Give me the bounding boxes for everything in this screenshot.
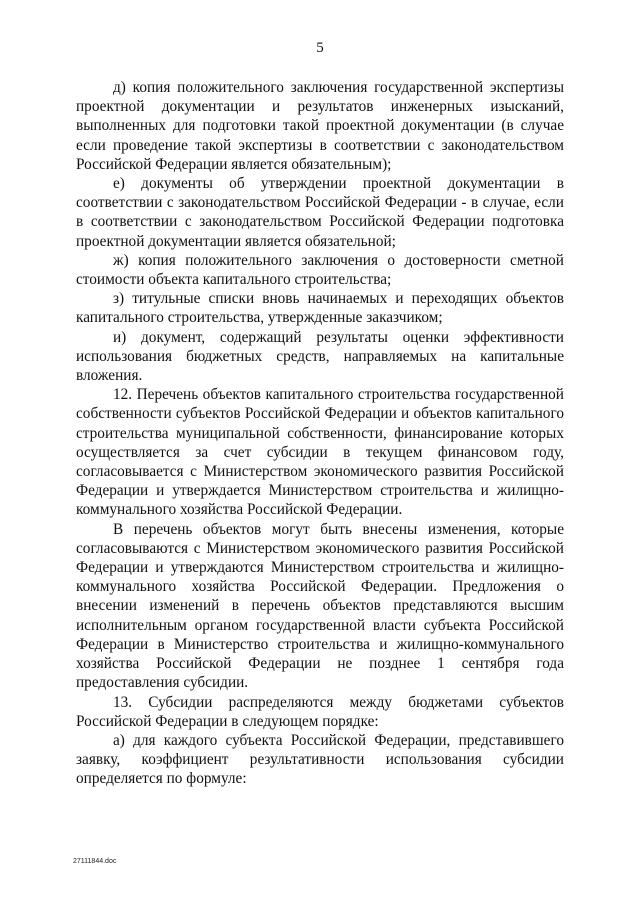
paragraph-item-zh: ж) копия положительного заключения о достоверности сметной стоимости объекта капитального строительства; — [76, 251, 564, 289]
paragraph-amendments: В перечень объектов могут быть внесены изменения, которые согласовываются с Министерством экономического развития Российской Федерации и утверждаются Министерством строительства и жилищно-коммунального хозяйства Российской Федерации. Предложения о внесении изменений в перечень объектов представляются высшим исполнительным органом государственной власти субъекта Российской Федерации в Министерство строительства и жилищно-коммунального хозяйства Российской Федерации не позднее 1 сентября года предоставления субсидии. — [76, 520, 564, 692]
paragraph-item-i: и) документ, содержащий результаты оценки эффективности использования бюджетных средств, направляемых на капитальные вложения. — [76, 328, 564, 385]
paragraph-item-e: е) документы об утверждении проектной документации в соответствии с законодательством Российской Федерации - в случае, если в соответствии с законодательством Российской Федерации подготовка проектной документации является обязательной; — [76, 175, 564, 250]
page-number: 5 — [316, 40, 324, 56]
document-body — [76, 78, 564, 789]
paragraph-item-d: д) копия положительного заключения государственной экспертизы проектной документации и результатов инженерных изысканий, выполненных для подготовки такой проектной документации (в случае если проведение такой экспертизы в соответствии с законодательством Российской Федерации является обязательным); — [76, 79, 564, 173]
paragraph-item-a: а) для каждого субъекта Российской Федерации, представившего заявку, коэффициент результативности использования субсидии определяется по формуле: — [76, 731, 564, 788]
document-filename: 27111844.doc — [73, 858, 117, 865]
paragraph-section-12: 12. Перечень объектов капитального строительства государственной собственности субъектов Российской Федерации и объектов капитального строительства муниципальной собственности, финансирование которых осуществляется за счет субсидии в текущем финансовом году, согласовывается с Министерством экономического развития Российской Федерации и утверждается Министерством строительства и жилищно-коммунального хозяйства Российской Федерации. — [76, 386, 564, 519]
paragraph-item-z: з) титульные списки вновь начинаемых и переходящих объектов капитального строительства, утвержденные заказчиком; — [76, 290, 564, 327]
paragraph-section-13: 13. Субсидии распределяются между бюджетами субъектов Российской Федерации в следующем порядке: — [76, 693, 564, 730]
